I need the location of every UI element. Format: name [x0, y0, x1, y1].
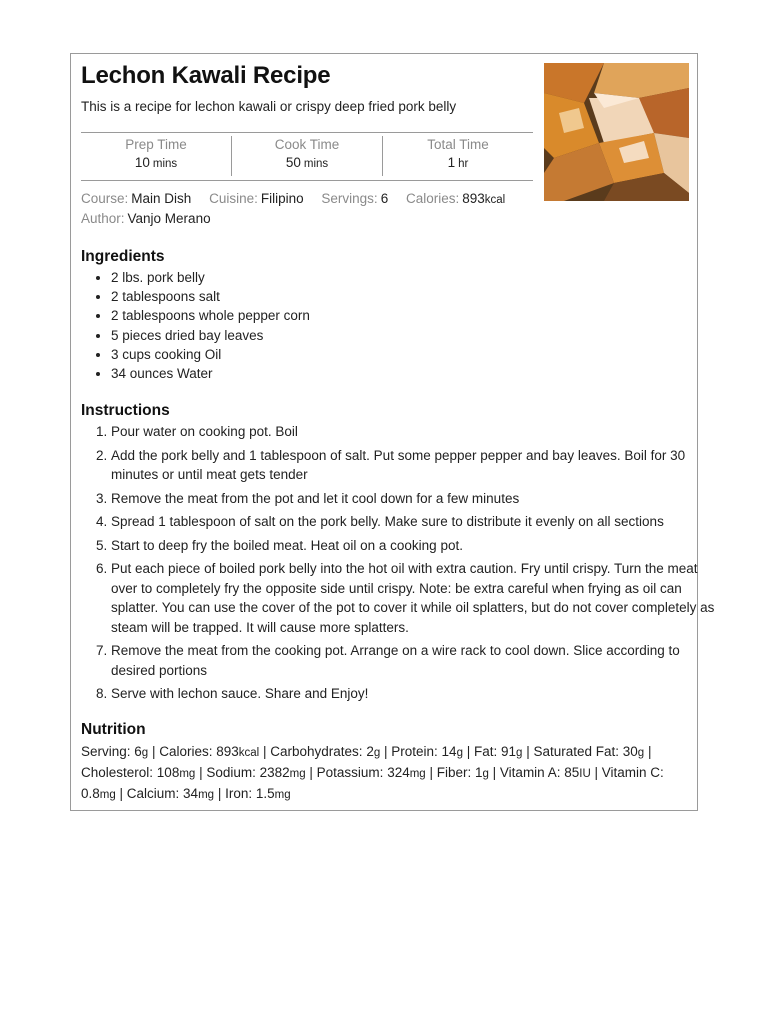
instruction-step: 8. Serve with lechon sauce. Share and Enjoy!: [111, 684, 719, 704]
nutrition-separator: |: [195, 765, 207, 780]
nutrition-value: 1.5: [255, 786, 275, 801]
instruction-step: 5. Start to deep fry the boiled meat. Heat oil on a cooking pot.: [111, 536, 719, 556]
nutrition-label: Saturated Fat:: [533, 744, 623, 759]
nutrition-item: [159, 744, 259, 759]
nutrition-separator: |: [644, 744, 652, 759]
nutrition-label: Fat:: [473, 744, 501, 759]
author-label: Author:: [81, 211, 125, 226]
nutrition-unit: g: [516, 747, 523, 759]
cuisine-value: Filipino: [260, 191, 304, 206]
nutrition-value: 324: [387, 765, 410, 780]
nutrition-item: [127, 786, 214, 801]
instruction-step: 7. Remove the meat from the cooking pot. Arrange on a wire rack to cool down. Slice according to desired portions: [111, 641, 719, 680]
ingredient-item: • 3 cups cooking Oil: [111, 345, 310, 364]
recipe-title: Lechon Kawali Recipe: [81, 62, 331, 89]
author-value: Vanjo Merano: [127, 211, 211, 226]
nutrition-item: [474, 744, 522, 759]
nutrition-item: [533, 744, 644, 759]
nutrition-value: 6: [134, 744, 142, 759]
nutrition-separator: |: [148, 744, 160, 759]
nutrition-value: 108: [156, 765, 180, 780]
total-time-number: 1: [447, 155, 456, 170]
total-time-label: Total Time: [427, 137, 489, 152]
nutrition-item: [437, 765, 489, 780]
ingredients-list: [81, 268, 310, 383]
prep-time-label: Prep Time: [125, 137, 187, 152]
nutrition-unit: g: [141, 747, 149, 759]
ingredients-heading: Ingredients: [81, 248, 165, 265]
recipe-author-row: [81, 211, 211, 226]
instructions-heading: Instructions: [81, 402, 170, 419]
course-value: Main Dish: [131, 191, 192, 206]
nutrition-item: [225, 786, 291, 801]
nutrition-label: Iron:: [225, 786, 256, 801]
nutrition-separator: |: [214, 786, 226, 801]
nutrition-separator: |: [380, 744, 392, 759]
total-time-unit: hr: [458, 158, 469, 170]
servings-value: 6: [380, 191, 389, 206]
cook-time-unit: mins: [303, 158, 329, 170]
nutrition-separator: |: [115, 786, 127, 801]
ingredient-item: • 34 ounces Water: [111, 364, 310, 383]
nutrition-unit: g: [637, 747, 645, 759]
nutrition-unit: mg: [409, 768, 426, 780]
nutrition-label: Potassium:: [316, 765, 388, 780]
nutrition-unit: mg: [99, 789, 116, 801]
total-time: [382, 136, 533, 176]
nutrition-separator: |: [462, 744, 474, 759]
nutrition-heading: Nutrition: [81, 721, 146, 738]
nutrition-label: Serving:: [81, 744, 135, 759]
cuisine-label: Cuisine:: [209, 191, 258, 206]
total-time-value: [383, 155, 533, 170]
servings-label: Servings:: [321, 191, 378, 206]
ingredient-item: • 2 tablespoons salt: [111, 287, 310, 306]
cook-time-number: 50: [285, 155, 301, 170]
nutrition-value: 1: [474, 765, 483, 780]
prep-time: [81, 136, 231, 176]
ingredient-item: • 5 pieces dried bay leaves: [111, 326, 310, 345]
prep-time-value: [81, 155, 231, 170]
recipe-card: [70, 53, 715, 811]
nutrition-value: 2: [366, 744, 374, 759]
photo-graphic: [544, 63, 689, 201]
instruction-step: 3. Remove the meat from the pot and let it cool down for a few minutes: [111, 489, 719, 509]
ingredient-item: • 2 tablespoons whole pepper corn: [111, 306, 310, 325]
nutrition-label: Fiber:: [436, 765, 475, 780]
cook-time-label: Cook Time: [274, 137, 340, 152]
nutrition-label: Cholesterol:: [81, 765, 157, 780]
nutrition-item: [391, 744, 463, 759]
nutrition-value: 34: [183, 786, 199, 801]
nutrition-separator: |: [259, 744, 271, 759]
nutrition-unit: kcal: [238, 747, 260, 759]
course-label: Course:: [81, 191, 129, 206]
nutrition-separator: |: [305, 765, 317, 780]
nutrition-unit: mg: [179, 768, 196, 780]
calories-value: 893: [462, 191, 485, 206]
ingredient-item: • 2 lbs. pork belly: [111, 268, 310, 287]
nutrition-value: 91: [501, 744, 517, 759]
nutrition-value: 893: [216, 744, 239, 759]
nutrition-item: [270, 744, 380, 759]
nutrition-item: [206, 765, 305, 780]
nutrition-label: Vitamin A:: [499, 765, 565, 780]
nutrition-unit: IU: [579, 768, 591, 780]
nutrition-label: Vitamin C:: [601, 765, 664, 780]
instruction-step: 1. Pour water on cooking pot. Boil: [111, 422, 719, 442]
instruction-step: 6. Put each piece of boiled pork belly into the hot oil with extra caution. Fry until crispy. Turn the meat over to completely fry the opposite side until crispy. Note: be extra careful when frying as oil can splatter. You can use the cover of the pot to cover it while oil splatters, but do not cover completely as steam will be trapped. It will cause more splatters.: [111, 559, 719, 637]
recipe-meta-row: [81, 191, 505, 206]
nutrition-separator: |: [590, 765, 602, 780]
nutrition-unit: mg: [274, 789, 291, 801]
prep-time-number: 10: [134, 155, 150, 170]
nutrition-facts: [81, 742, 681, 805]
prep-time-unit: mins: [152, 158, 178, 170]
nutrition-label: Calories:: [159, 744, 217, 759]
nutrition-item: [81, 765, 195, 780]
calories-label: Calories:: [405, 191, 460, 206]
cook-time-value: [232, 155, 382, 170]
instructions-list: [81, 422, 719, 708]
nutrition-value: 0.8: [81, 786, 100, 801]
nutrition-value: 30: [622, 744, 638, 759]
nutrition-label: Protein:: [391, 744, 442, 759]
recipe-summary: This is a recipe for lechon kawali or crispy deep fried pork belly: [81, 99, 457, 114]
instruction-step: 4. Spread 1 tablespoon of salt on the pork belly. Make sure to distribute it evenly on all sections: [111, 512, 719, 532]
nutrition-value: 2382: [259, 765, 290, 780]
nutrition-separator: |: [522, 744, 534, 759]
calories-unit: kcal: [484, 194, 506, 206]
divider-bottom: [81, 180, 533, 181]
nutrition-label: Carbohydrates:: [270, 744, 367, 759]
nutrition-separator: |: [488, 765, 500, 780]
nutrition-unit: mg: [198, 789, 215, 801]
nutrition-unit: g: [373, 747, 381, 759]
nutrition-label: Calcium:: [126, 786, 184, 801]
time-table: [81, 136, 533, 176]
nutrition-item: [500, 765, 591, 780]
nutrition-unit: g: [456, 747, 463, 759]
nutrition-separator: |: [425, 765, 437, 780]
nutrition-label: Sodium:: [206, 765, 260, 780]
nutrition-value: 14: [441, 744, 457, 759]
nutrition-unit: g: [482, 768, 489, 780]
nutrition-unit: mg: [289, 768, 306, 780]
instruction-step: 2. Add the pork belly and 1 tablespoon of salt. Put some pepper pepper and bay leaves. Boil for 30 minutes or until meat gets tender: [111, 446, 719, 485]
nutrition-item: [81, 744, 148, 759]
divider-top: [81, 132, 533, 133]
cook-time: [231, 136, 382, 176]
nutrition-item: [317, 765, 426, 780]
fried-pork-belly-photo: [544, 63, 689, 201]
nutrition-value: 85: [564, 765, 580, 780]
